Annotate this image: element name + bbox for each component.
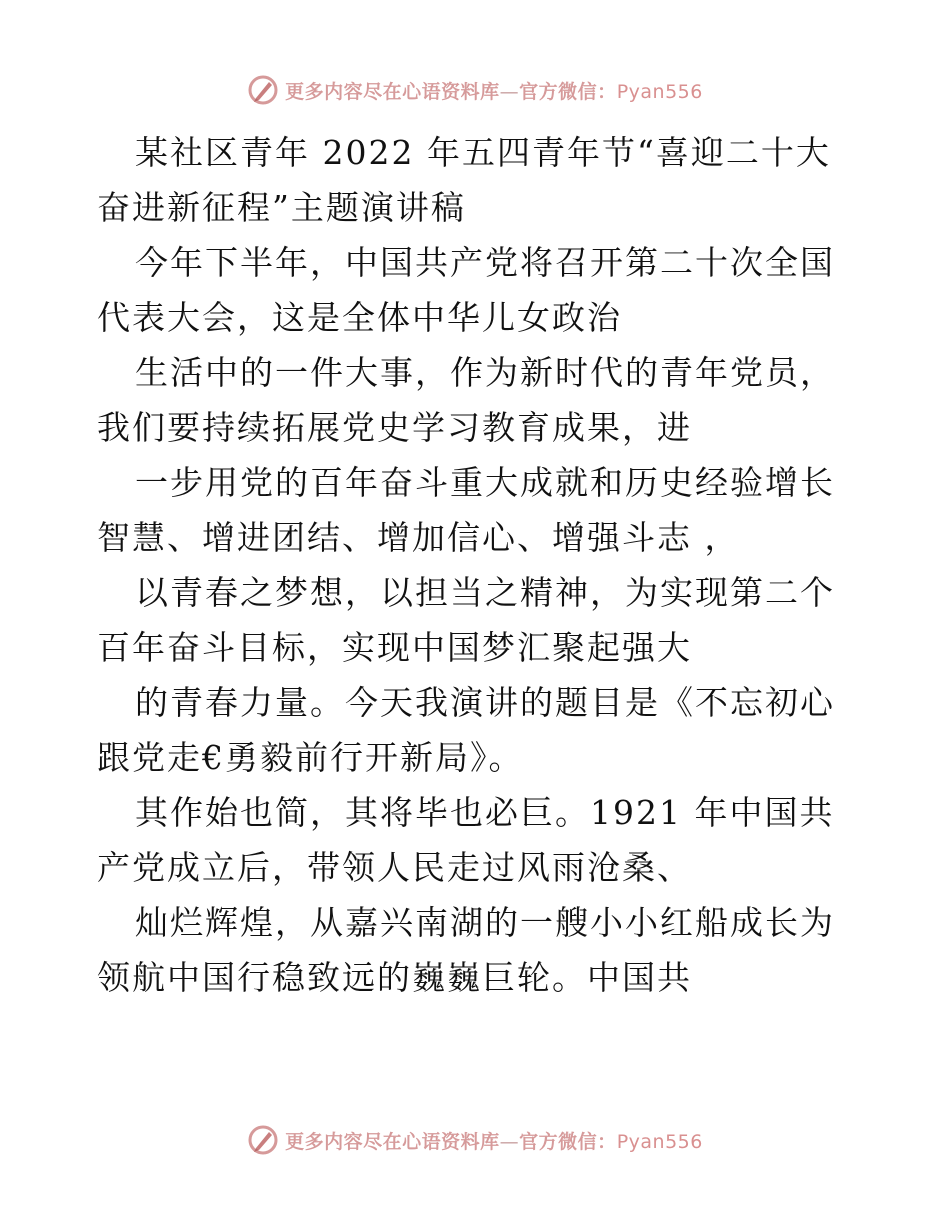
watermark-wechat-label: 官方微信： [519, 80, 617, 103]
paragraph: 灿烂辉煌，从嘉兴南湖的一艘小小红船成长为领航中国行稳致远的巍巍巨轮。中国共 [97, 903, 835, 997]
paragraph: 的青春力量。今天我演讲的题目是《不忘初心跟党走€勇毅前行开新局》。 [97, 683, 835, 777]
watermark-wechat-id: Pyan556 [616, 1130, 703, 1153]
paragraph: 以青春之梦想，以担当之精神，为实现第二个百年奋斗目标，实现中国梦汇聚起强大 [97, 573, 835, 667]
document-title: 某社区青年 2022 年五四青年节“喜迎二十大奋进新征程”主题演讲稿 [97, 133, 831, 227]
quill-pen-circle-icon [247, 74, 279, 106]
watermark-text [285, 1127, 703, 1154]
paragraph: 一步用党的百年奋斗重大成就和历史经验增长智慧、增进团结、增加信心、增强斗志 ， [97, 463, 835, 557]
paragraph: 生活中的一件大事，作为新时代的青年党员，我们要持续拓展党史学习教育成果，进 [97, 353, 835, 447]
watermark-separator: — [499, 1130, 520, 1153]
watermark-separator: — [499, 80, 520, 103]
watermark-wechat-label: 官方微信： [519, 1130, 617, 1153]
watermark-wechat-id: Pyan556 [616, 80, 703, 103]
watermark-text [285, 77, 703, 104]
watermark-main: 更多内容尽在心语资料库 [285, 80, 500, 103]
paragraph: 今年下半年，中国共产党将召开第二十次全国代表大会，这是全体中华儿女政治 [97, 243, 835, 337]
paragraph: 其作始也简，其将毕也必巨。1921 年中国共产党成立后，带领人民走过风雨沧桑、 [97, 793, 835, 887]
document-body [97, 125, 857, 1005]
watermark-main: 更多内容尽在心语资料库 [285, 1130, 500, 1153]
quill-pen-circle-icon [247, 1124, 279, 1156]
header-watermark [0, 70, 950, 110]
footer-watermark [0, 1120, 950, 1160]
